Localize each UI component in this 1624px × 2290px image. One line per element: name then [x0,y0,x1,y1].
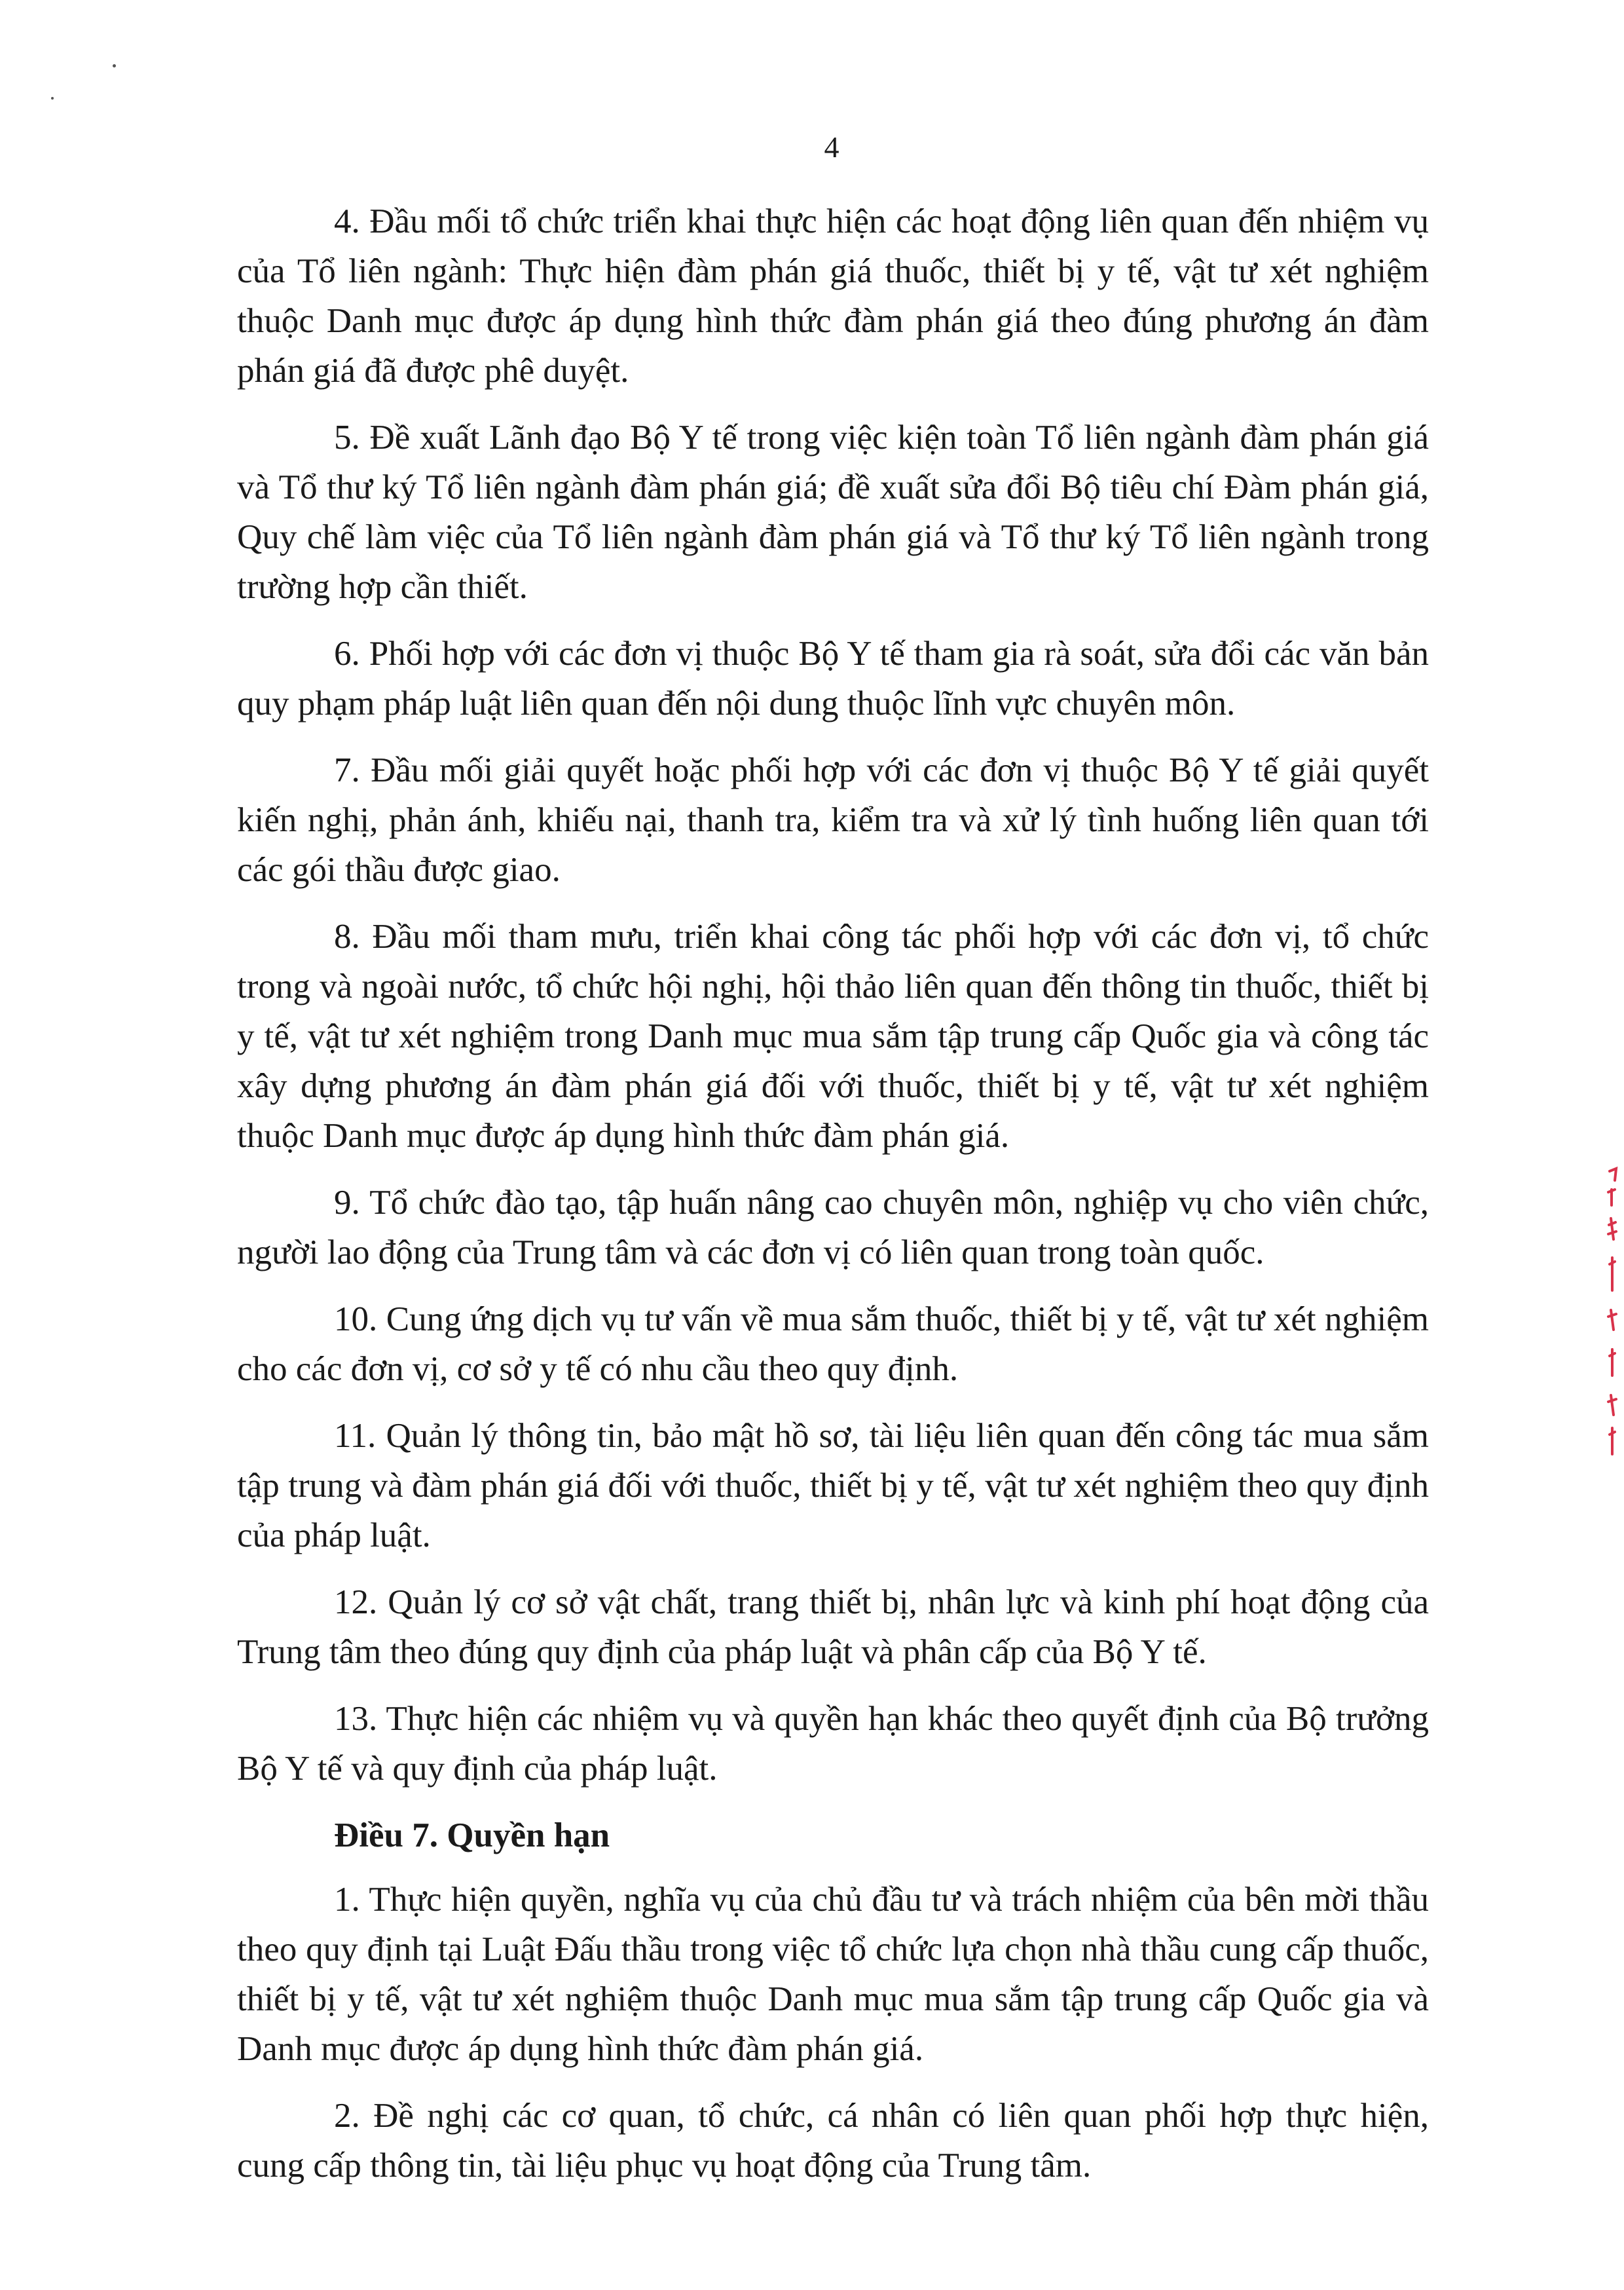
scan-speck [51,97,54,100]
duty-item-6: 6. Phối hợp với các đơn vị thuộc Bộ Y tế tham gia rà soát, sửa đổi các văn bản quy phạm pháp luật liên quan đến nội dung thuộc lĩnh vực chuyên môn. [237,635,1429,723]
article-7-heading: Điều 7. Quyền hạn [334,1816,610,1854]
duty-item-10: 10. Cung ứng dịch vụ tư vấn về mua sắm thuốc, thiết bị y tế, vật tư xét nghiệm cho các đơn vị, cơ sở y tế có nhu cầu theo quy định. [237,1300,1429,1388]
duty-item-4: 4. Đầu mối tổ chức triển khai thực hiện các hoạt động liên quan đến nhiệm vụ của Tổ liên ngành: Thực hiện đàm phán giá thuốc, thiết bị y tế, vật tư xét nghiệm thuộc Danh mục được áp dụng hình thức đàm phán giá theo đúng phương án đàm phán giá đã được phê duyệt. [237,202,1429,390]
authority-item-1: 1. Thực hiện quyền, nghĩa vụ của chủ đầu tư và trách nhiệm của bên mời thầu theo quy định tại Luật Đấu thầu trong việc tổ chức lựa chọn nhà thầu cung cấp thuốc, thiết bị y tế, vật tư xét nghiệm thuộc Danh mục mua sắm tập trung cấp Quốc gia và Danh mục được áp dụng hình thức đàm phán giá. [237,1881,1429,2068]
scan-speck [113,64,116,67]
duty-item-5: 5. Đề xuất Lãnh đạo Bộ Y tế trong việc kiện toàn Tổ liên ngành đàm phán giá và Tổ thư ký Tổ liên ngành đàm phán giá; đề xuất sửa đổi Bộ tiêu chí Đàm phán giá, Quy chế làm việc của Tổ liên ngành đàm phán giá và Tổ thư ký Tổ liên ngành trong trường hợp cần thiết. [237,419,1429,606]
duty-item-7: 7. Đầu mối giải quyết hoặc phối hợp với các đơn vị thuộc Bộ Y tế giải quyết kiến nghị, phản ánh, khiếu nại, thanh tra, kiểm tra và xử lý tình huống liên quan tới các gói thầu được giao. [237,751,1429,889]
duty-item-8: 8. Đầu mối tham mưu, triển khai công tác phối hợp với các đơn vị, tổ chức trong và ngoài nước, tổ chức hội nghị, hội thảo liên quan đến thông tin thuốc, thiết bị y tế, vật tư xét nghiệm trong Danh mục mua sắm tập trung cấp Quốc gia và công tác xây dựng phương án đàm phán giá đối với thuốc, thiết bị y tế, vật tư xét nghiệm thuộc Danh mục được áp dụng hình thức đàm phán giá. [237,918,1429,1155]
duty-item-11: 11. Quản lý thông tin, bảo mật hồ sơ, tài liệu liên quan đến công tác mua sắm tập trung và đàm phán giá đối với thuốc, thiết bị y tế, vật tư xét nghiệm theo quy định của pháp luật. [237,1417,1429,1554]
duty-item-9: 9. Tổ chức đào tạo, tập huấn nâng cao chuyên môn, nghiệp vụ cho viên chức, người lao động của Trung tâm và các đơn vị có liên quan trong toàn quốc. [237,1184,1429,1271]
duty-item-12: 12. Quản lý cơ sở vật chất, trang thiết bị, nhân lực và kinh phí hoạt động của Trung tâm theo đúng quy định của pháp luật và phân cấp của Bộ Y tế. [237,1583,1429,1671]
duty-item-13: 13. Thực hiện các nhiệm vụ và quyền hạn khác theo quyết định của Bộ trưởng Bộ Y tế và quy định của pháp luật. [237,1700,1429,1788]
seal-edge-mark [1606,1166,1619,1461]
authority-item-2: 2. Đề nghị các cơ quan, tổ chức, cá nhân có liên quan phối hợp thực hiện, cung cấp thông tin, tài liệu phục vụ hoạt động của Trung tâm. [237,2097,1429,2185]
page-number: 4 [824,130,840,164]
document-body [237,197,1429,2207]
